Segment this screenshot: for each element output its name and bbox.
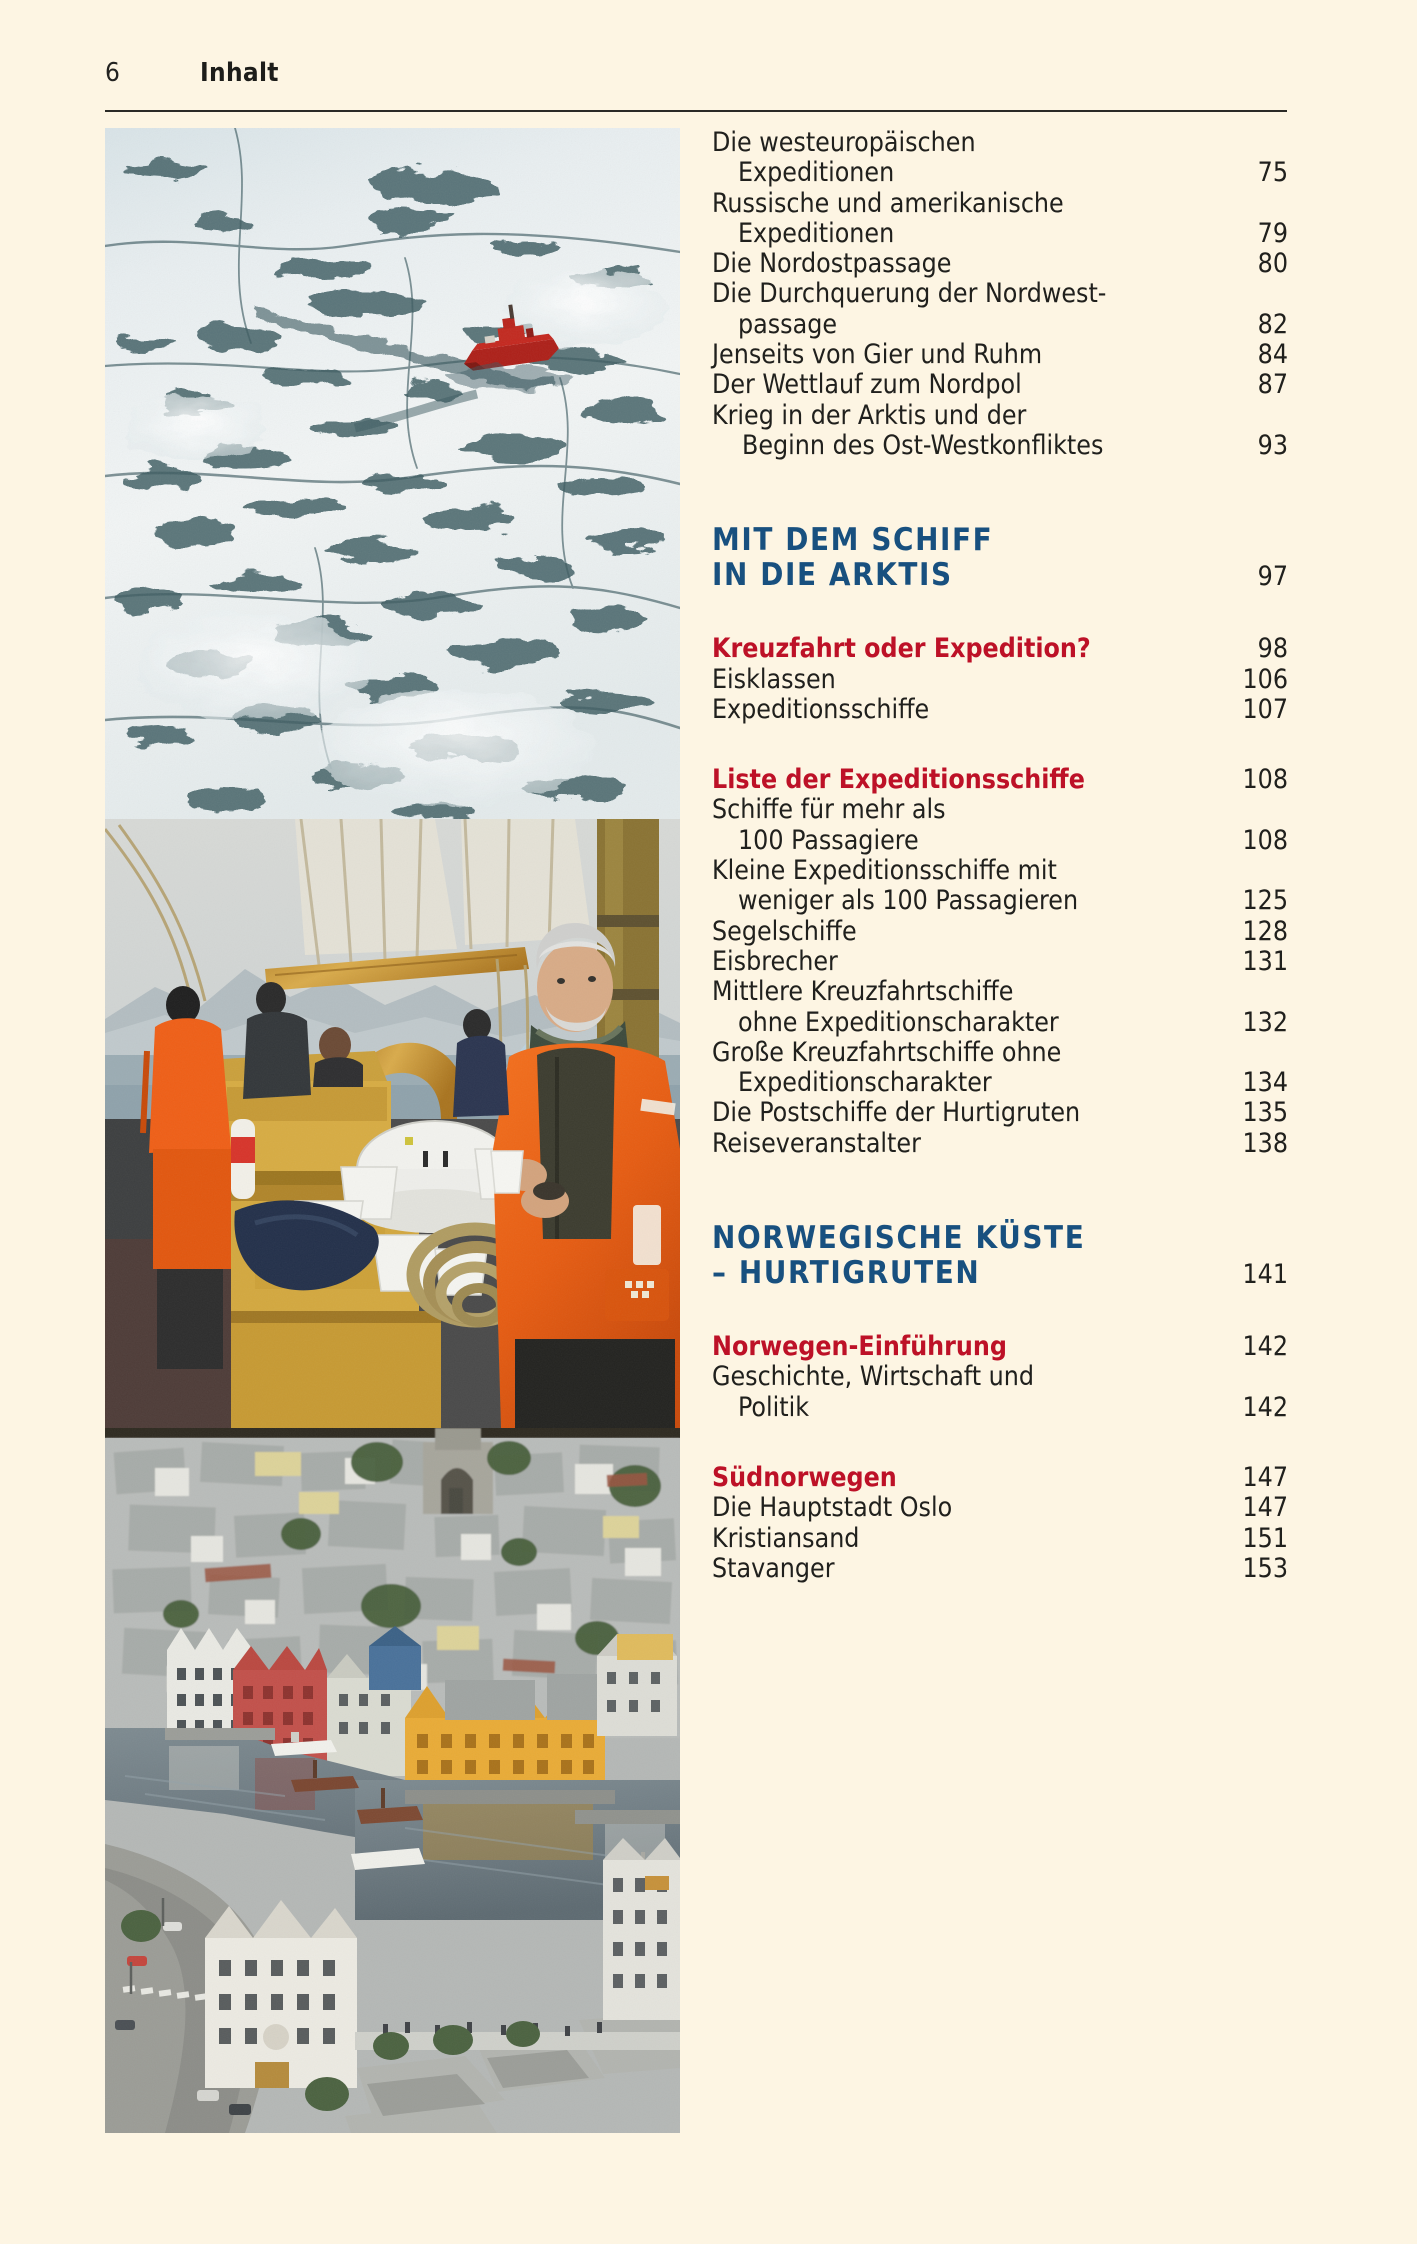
toc-entry-page: 87: [1257, 369, 1288, 401]
toc-entry[interactable]: [712, 189, 1288, 219]
chapter-heading-label: Kreuzfahrt oder Expedition?: [712, 633, 1091, 665]
toc-entry[interactable]: [712, 340, 1288, 370]
toc-entry-page: 128: [1242, 915, 1288, 947]
spacer: [712, 1159, 1288, 1221]
chapter-heading-page: 108: [1242, 764, 1288, 796]
chapter-heading[interactable]: [712, 1463, 1288, 1493]
toc-entry-label: Eisklassen: [712, 663, 836, 695]
chapter-heading-label: Liste der Expeditionsschiffe: [712, 764, 1085, 796]
toc-entry-page: 106: [1242, 663, 1288, 695]
toc-entry-label: Die Nordostpassage: [712, 248, 952, 280]
chapter-heading[interactable]: [712, 1332, 1288, 1362]
toc-entry-label: ohne Expeditionscharakter: [738, 1006, 1059, 1038]
spacer: [712, 1423, 1288, 1463]
toc-entry-page: 153: [1242, 1552, 1288, 1584]
toc-entry[interactable]: [712, 128, 1288, 158]
toc-entry-page: 107: [1242, 693, 1288, 725]
folio-number: 6: [105, 58, 121, 88]
toc-entry-page: 82: [1257, 308, 1288, 340]
chapter-heading[interactable]: [712, 634, 1288, 664]
spacer: [712, 1292, 1288, 1332]
toc-entry-label: Expeditionsschiffe: [712, 693, 930, 725]
toc-entry[interactable]: [712, 1524, 1288, 1554]
toc-entry-label: Kleine Expeditionsschiffe mit: [712, 855, 1057, 887]
chapter-suednorwegen: [712, 1463, 1288, 1584]
toc-entry[interactable]: [712, 370, 1288, 400]
toc-entry-label: 100 Passagiere: [738, 824, 919, 856]
toc-entry-label: Die Hauptstadt Oslo: [712, 1492, 953, 1524]
toc-entry[interactable]: [712, 826, 1288, 856]
toc-entry-label: Russische und amerikanische: [712, 187, 1064, 219]
chapter-liste-der-expeditionsschiffe: [712, 765, 1288, 1159]
toc-entry[interactable]: [712, 1554, 1288, 1584]
toc-entry-label: Eisbrecher: [712, 945, 838, 977]
toc-entry-label: Beginn des Ost-Westkonfliktes: [742, 429, 1104, 461]
toc-entry-page: 138: [1242, 1127, 1288, 1159]
part-heading-mit-dem-schiff[interactable]: [712, 523, 1288, 594]
toc-entry-label: Expeditionscharakter: [738, 1067, 992, 1099]
toc-entry[interactable]: [712, 310, 1288, 340]
spacer: [712, 725, 1288, 765]
toc-entry[interactable]: [712, 695, 1288, 725]
toc-entry-page: 151: [1242, 1522, 1288, 1554]
toc-entry-page: 75: [1257, 157, 1288, 189]
toc-entry-label: Jenseits von Gier und Ruhm: [712, 339, 1043, 371]
toc-entry-page: 134: [1242, 1067, 1288, 1099]
toc-entry-page: 79: [1257, 217, 1288, 249]
toc-entry-page: 132: [1242, 1006, 1288, 1038]
chapter-heading[interactable]: [712, 765, 1288, 795]
toc-entry-label: Die Durchquerung der Nordwest-: [712, 278, 1107, 310]
toc-entry-page: 142: [1242, 1391, 1288, 1423]
toc-entry-label: Expeditionen: [738, 217, 895, 249]
toc-entry-page: 108: [1242, 824, 1288, 856]
toc-group-leading: [712, 128, 1288, 461]
toc-entry-label: Schiffe für mehr als: [712, 794, 946, 826]
toc-entry-label: Kristiansand: [712, 1522, 860, 1554]
photo-alesund-harbour-aerial: [105, 1428, 680, 2133]
toc-entry-page: 93: [1257, 429, 1288, 461]
part-title-line1: MIT DEM SCHIFF: [712, 522, 994, 559]
photo-sailing-ship-deck: [105, 819, 680, 1428]
toc-entry[interactable]: [712, 977, 1288, 1007]
toc-entry-label: Geschichte, Wirtschaft und: [712, 1361, 1034, 1393]
part-title-line1: NORWEGISCHE KÜSTE: [712, 1220, 1086, 1257]
toc-entry[interactable]: [712, 886, 1288, 916]
spacer: [712, 461, 1288, 523]
toc-entry[interactable]: [712, 1393, 1288, 1423]
toc-entry[interactable]: [712, 917, 1288, 947]
toc-entry[interactable]: [712, 1362, 1288, 1392]
toc-entry[interactable]: [712, 158, 1288, 188]
toc-entry[interactable]: [712, 665, 1288, 695]
toc-entry[interactable]: [712, 219, 1288, 249]
chapter-norwegen-einfuehrung: [712, 1332, 1288, 1423]
toc-entry-label: Segelschiffe: [712, 915, 857, 947]
toc-entry[interactable]: [712, 1098, 1288, 1128]
toc-entry-page: 84: [1257, 339, 1288, 371]
chapter-kreuzfahrt-oder-expedition: [712, 634, 1288, 725]
toc-entry-label: Stavanger: [712, 1552, 835, 1584]
toc-entry[interactable]: [712, 431, 1288, 461]
toc-entry[interactable]: [712, 279, 1288, 309]
toc-entry-page: 147: [1242, 1492, 1288, 1524]
toc-entry-label: Die Postschiffe der Hurtigruten: [712, 1097, 1081, 1129]
toc-entry[interactable]: [712, 249, 1288, 279]
running-head: [105, 58, 1287, 112]
toc-entry[interactable]: [712, 401, 1288, 431]
toc-entry[interactable]: [712, 947, 1288, 977]
toc-entry-label: Reiseveranstalter: [712, 1127, 921, 1159]
photo-column: [105, 128, 680, 2133]
toc-entry-label: Krieg in der Arktis und der: [712, 399, 1027, 431]
toc-entry-page: 131: [1242, 945, 1288, 977]
part-page: 97: [1257, 561, 1288, 593]
toc-entry-page: 125: [1242, 885, 1288, 917]
toc-entry-label: Die westeuropäischen: [712, 127, 976, 158]
part-page: 141: [1242, 1259, 1288, 1291]
toc-entry-label: Der Wettlauf zum Nordpol: [712, 369, 1022, 401]
toc-entry[interactable]: [712, 1493, 1288, 1523]
part-heading-norwegische-kueste[interactable]: [712, 1221, 1288, 1292]
toc-entry-page: 135: [1242, 1097, 1288, 1129]
toc-entry-label: Große Kreuzfahrtschiffe ohne: [712, 1036, 1062, 1068]
photo-icebreaker-in-pack-ice: [105, 128, 680, 819]
toc-entry[interactable]: [712, 1008, 1288, 1038]
chapter-heading-label: Norwegen-Einführung: [712, 1331, 1007, 1363]
toc-entry-label: weniger als 100 Passagieren: [738, 885, 1079, 917]
chapter-heading-label: Südnorwegen: [712, 1461, 897, 1493]
spacer: [712, 594, 1288, 634]
toc-entry-page: 80: [1257, 248, 1288, 280]
toc-entry-label: Expeditionen: [738, 157, 895, 189]
part-title-line2: – HURTIGRUTEN: [712, 1255, 981, 1292]
toc-entry-label: Politik: [738, 1391, 810, 1423]
toc-entry[interactable]: [712, 1038, 1288, 1068]
running-head-title: Inhalt: [200, 58, 279, 88]
chapter-heading-page: 142: [1242, 1331, 1288, 1363]
toc-column: [712, 128, 1288, 1584]
toc-entry-label: Mittlere Kreuzfahrtschiffe: [712, 976, 1014, 1008]
toc-entry[interactable]: [712, 1129, 1288, 1159]
toc-entry[interactable]: [712, 856, 1288, 886]
chapter-heading-page: 98: [1257, 633, 1288, 665]
part-title-line2: IN DIE ARKTIS: [712, 557, 953, 594]
chapter-heading-page: 147: [1242, 1461, 1288, 1493]
toc-entry[interactable]: [712, 1068, 1288, 1098]
toc-entry-label: passage: [738, 308, 838, 340]
toc-entry[interactable]: [712, 795, 1288, 825]
